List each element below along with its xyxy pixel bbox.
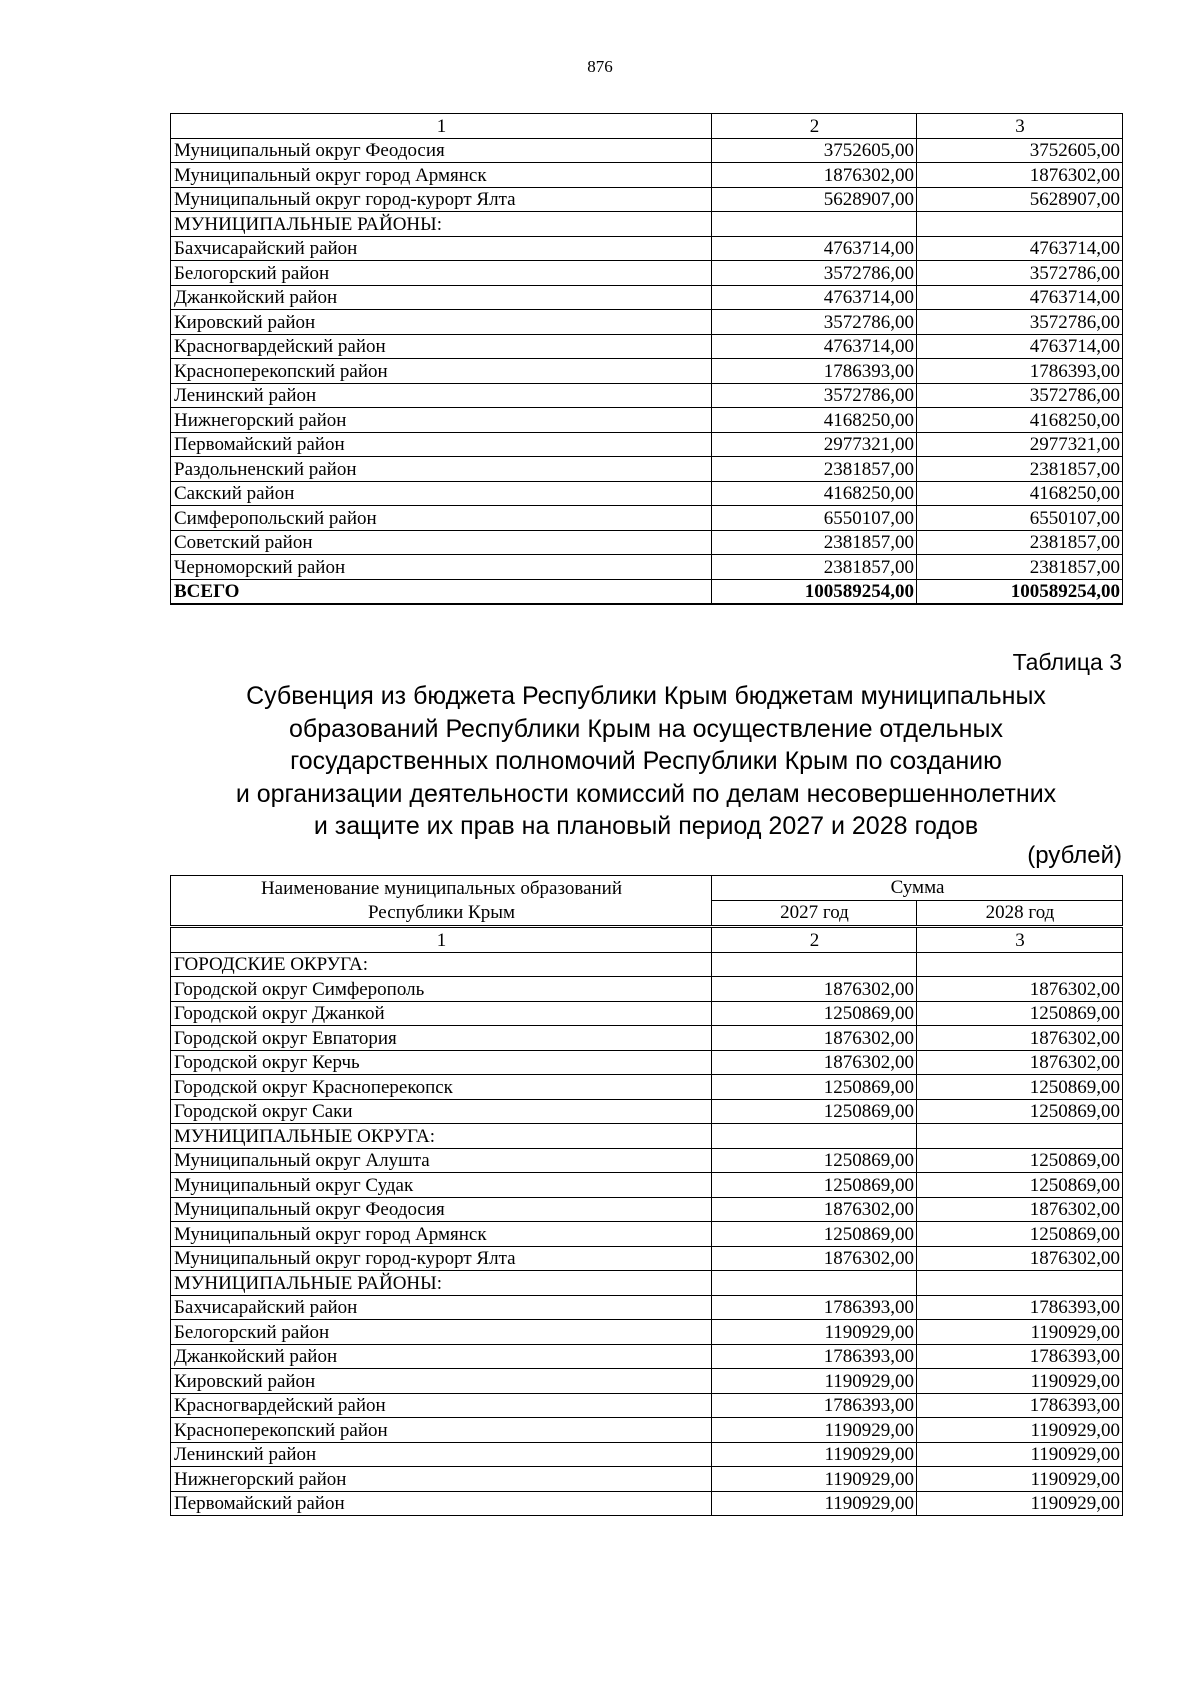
amount-2027: 1786393,00 [712, 1295, 917, 1320]
table-row [171, 1124, 1123, 1149]
amount-2027: 1190929,00 [712, 1320, 917, 1345]
row-name: Муниципальный округ Феодосия [171, 1197, 712, 1222]
row-name: Нижнегорский район [171, 408, 712, 433]
amount-2028: 1876302,00 [917, 1026, 1123, 1051]
amount-2027: 1190929,00 [712, 1442, 917, 1467]
amount-2028: 1190929,00 [917, 1467, 1123, 1492]
header-name-cell [171, 876, 712, 927]
amount-2027: 1190929,00 [712, 1467, 917, 1492]
amount-2027: 1250869,00 [712, 1099, 917, 1124]
row-name: Бахчисарайский район [171, 236, 712, 261]
row-name: Муниципальный округ Феодосия [171, 138, 712, 163]
table-row [171, 481, 1123, 506]
row-name: Городской округ Саки [171, 1099, 712, 1124]
table-row [171, 1295, 1123, 1320]
row-name: Ленинский район [171, 383, 712, 408]
table-row [171, 212, 1123, 237]
table-row [171, 952, 1123, 977]
column-number: 1 [171, 927, 712, 953]
amount-2028: 1786393,00 [917, 1295, 1123, 1320]
amount-2028: 1876302,00 [917, 1050, 1123, 1075]
amount-2028: 4168250,00 [917, 481, 1123, 506]
amount-2028: 4763714,00 [917, 285, 1123, 310]
row-name: Муниципальный округ город Армянск [171, 1222, 712, 1247]
amount-2028 [917, 952, 1123, 977]
table-row [171, 359, 1123, 384]
amount-2027: 1876302,00 [712, 1050, 917, 1075]
table-row [171, 1393, 1123, 1418]
amount-2027: 100589254,00 [712, 579, 917, 604]
row-name: Нижнегорский район [171, 1467, 712, 1492]
table-row [171, 432, 1123, 457]
amount-2028 [917, 212, 1123, 237]
amount-2027: 1190929,00 [712, 1369, 917, 1394]
row-name: Джанкойский район [171, 285, 712, 310]
title-line: и защите их прав на плановый период 2027 и 2028 годов [313, 812, 979, 840]
table-row [171, 457, 1123, 482]
amount-2027 [712, 952, 917, 977]
amount-2028: 4763714,00 [917, 236, 1123, 261]
amount-2028: 1250869,00 [917, 1148, 1123, 1173]
amount-2027: 4168250,00 [712, 408, 917, 433]
amount-2027 [712, 212, 917, 237]
amount-2028: 1190929,00 [917, 1320, 1123, 1345]
table-row [171, 236, 1123, 261]
table-row [171, 1246, 1123, 1271]
amount-2027: 2381857,00 [712, 457, 917, 482]
row-name: Раздольненский район [171, 457, 712, 482]
row-name: МУНИЦИПАЛЬНЫЕ РАЙОНЫ: [171, 1271, 712, 1296]
subvention-table-3 [170, 875, 1123, 1516]
row-name: Муниципальный округ город Армянск [171, 163, 712, 188]
amount-2027: 1786393,00 [712, 359, 917, 384]
row-name: Городской округ Евпатория [171, 1026, 712, 1051]
amount-2028: 4763714,00 [917, 334, 1123, 359]
row-name: Городской округ Красноперекопск [171, 1075, 712, 1100]
amount-2028: 1786393,00 [917, 1344, 1123, 1369]
table-row [171, 1222, 1123, 1247]
amount-2027: 1786393,00 [712, 1344, 917, 1369]
amount-2027: 2381857,00 [712, 530, 917, 555]
table-row [171, 138, 1123, 163]
table-row [171, 579, 1123, 604]
table-row [171, 1491, 1123, 1516]
amount-2028: 1876302,00 [917, 977, 1123, 1002]
table-row [171, 530, 1123, 555]
subvention-table-continued [170, 113, 1123, 605]
amount-2028: 1190929,00 [917, 1369, 1123, 1394]
amount-2027: 6550107,00 [712, 506, 917, 531]
table-row [171, 1148, 1123, 1173]
amount-2028: 3752605,00 [917, 138, 1123, 163]
row-name: Симферопольский район [171, 506, 712, 531]
row-name: Муниципальный округ Судак [171, 1173, 712, 1198]
title-line: и организации деятельности комиссий по делам несовершеннолетних [235, 779, 1057, 808]
amount-2028 [917, 1124, 1123, 1149]
table-title [170, 680, 1122, 843]
table-row [171, 163, 1123, 188]
amount-2028: 1250869,00 [917, 1001, 1123, 1026]
row-name: МУНИЦИПАЛЬНЫЕ ОКРУГА: [171, 1124, 712, 1149]
amount-2028: 4168250,00 [917, 408, 1123, 433]
column-number: 3 [917, 114, 1123, 139]
amount-2027: 4763714,00 [712, 285, 917, 310]
table-row [171, 1075, 1123, 1100]
header-row [171, 876, 1123, 901]
row-name: Бахчисарайский район [171, 1295, 712, 1320]
column-number: 1 [171, 114, 712, 139]
row-name: Красноперекопский район [171, 1418, 712, 1443]
amount-2027: 2381857,00 [712, 555, 917, 580]
amount-2028: 1190929,00 [917, 1491, 1123, 1516]
table-row [171, 310, 1123, 335]
header-sum: Сумма [712, 876, 1123, 901]
table-row [171, 506, 1123, 531]
row-name: Городской округ Симферополь [171, 977, 712, 1002]
table-row [171, 1050, 1123, 1075]
table-row [171, 555, 1123, 580]
page-number: 876 [587, 57, 613, 76]
table-row [171, 1320, 1123, 1345]
row-name: Муниципальный округ город-курорт Ялта [171, 187, 712, 212]
amount-2028: 3572786,00 [917, 310, 1123, 335]
amount-2028: 2381857,00 [917, 555, 1123, 580]
row-name: Муниципальный округ город-курорт Ялта [171, 1246, 712, 1271]
amount-2027: 4763714,00 [712, 236, 917, 261]
amount-2027: 5628907,00 [712, 187, 917, 212]
amount-2027: 1250869,00 [712, 1001, 917, 1026]
amount-2027: 1190929,00 [712, 1491, 917, 1516]
amount-2028: 5628907,00 [917, 187, 1123, 212]
table-row [171, 1001, 1123, 1026]
amount-2027: 4168250,00 [712, 481, 917, 506]
table-row [171, 1271, 1123, 1296]
table-row [171, 1197, 1123, 1222]
table-row [171, 1026, 1123, 1051]
amount-2028: 2381857,00 [917, 457, 1123, 482]
column-number: 3 [917, 927, 1123, 953]
title-line: государственных полномочий Республики Крым по созданию [290, 747, 1002, 775]
row-name: Красногвардейский район [171, 1393, 712, 1418]
amount-2027: 1190929,00 [712, 1418, 917, 1443]
header-year-2028: 2028 год [917, 901, 1123, 927]
amount-2027: 1250869,00 [712, 1148, 917, 1173]
amount-2027: 1876302,00 [712, 977, 917, 1002]
header-name-line: Республики Крым [367, 901, 516, 923]
amount-2028: 1190929,00 [917, 1418, 1123, 1443]
table-row [171, 1099, 1123, 1124]
table-row [171, 1418, 1123, 1443]
header-year-2027: 2027 год [712, 901, 917, 927]
column-number-row [171, 927, 1123, 953]
amount-2028: 6550107,00 [917, 506, 1123, 531]
amount-2027: 3572786,00 [712, 310, 917, 335]
amount-2027 [712, 1271, 917, 1296]
row-name: Красногвардейский район [171, 334, 712, 359]
row-name: Первомайский район [171, 432, 712, 457]
amount-2028 [917, 1271, 1123, 1296]
amount-2028: 100589254,00 [917, 579, 1123, 604]
units-label: (рублей) [1027, 842, 1122, 869]
amount-2027: 1876302,00 [712, 1246, 917, 1271]
amount-2028: 1190929,00 [917, 1442, 1123, 1467]
amount-2027: 1250869,00 [712, 1173, 917, 1198]
row-name: ГОРОДСКИЕ ОКРУГА: [171, 952, 712, 977]
table-row [171, 977, 1123, 1002]
row-name: Кировский район [171, 310, 712, 335]
amount-2028: 1250869,00 [917, 1099, 1123, 1124]
amount-2028: 1786393,00 [917, 1393, 1123, 1418]
amount-2028: 2381857,00 [917, 530, 1123, 555]
table-row [171, 408, 1123, 433]
row-name: Муниципальный округ Алушта [171, 1148, 712, 1173]
row-name: Первомайский район [171, 1491, 712, 1516]
amount-2028: 2977321,00 [917, 432, 1123, 457]
row-name: ВСЕГО [171, 579, 712, 604]
amount-2027 [712, 1124, 917, 1149]
table-row [171, 1173, 1123, 1198]
table-row [171, 1442, 1123, 1467]
table-row [171, 187, 1123, 212]
column-number: 2 [712, 927, 917, 953]
table-row [171, 261, 1123, 286]
amount-2027: 3572786,00 [712, 383, 917, 408]
row-name: Кировский район [171, 1369, 712, 1394]
title-line: Субвенция из бюджета Республики Крым бюджетам муниципальных [246, 682, 1046, 710]
table-row [171, 285, 1123, 310]
amount-2027: 1876302,00 [712, 1197, 917, 1222]
title-line: образований Республики Крым на осуществление отдельных [289, 714, 1003, 743]
amount-2027: 1786393,00 [712, 1393, 917, 1418]
row-name: Городской округ Джанкой [171, 1001, 712, 1026]
table-row [171, 1344, 1123, 1369]
row-name: Джанкойский район [171, 1344, 712, 1369]
row-name: Красноперекопский район [171, 359, 712, 384]
amount-2027: 3752605,00 [712, 138, 917, 163]
amount-2028: 1250869,00 [917, 1173, 1123, 1198]
amount-2027: 4763714,00 [712, 334, 917, 359]
table-row [171, 334, 1123, 359]
row-name: Белогорский район [171, 261, 712, 286]
row-name: Черноморский район [171, 555, 712, 580]
amount-2028: 1876302,00 [917, 1197, 1123, 1222]
amount-2028: 1786393,00 [917, 359, 1123, 384]
table-row [171, 1369, 1123, 1394]
amount-2027: 1876302,00 [712, 1026, 917, 1051]
column-number-row [171, 114, 1123, 139]
amount-2028: 1876302,00 [917, 163, 1123, 188]
table-row [171, 383, 1123, 408]
amount-2027: 1250869,00 [712, 1075, 917, 1100]
table-row [171, 1467, 1123, 1492]
column-number: 2 [712, 114, 917, 139]
table-label: Таблица 3 [1012, 649, 1122, 675]
row-name: Городской округ Керчь [171, 1050, 712, 1075]
amount-2027: 1250869,00 [712, 1222, 917, 1247]
amount-2028: 3572786,00 [917, 261, 1123, 286]
amount-2027: 2977321,00 [712, 432, 917, 457]
amount-2027: 3572786,00 [712, 261, 917, 286]
row-name: Ленинский район [171, 1442, 712, 1467]
row-name: Белогорский район [171, 1320, 712, 1345]
amount-2028: 1876302,00 [917, 1246, 1123, 1271]
amount-2027: 1876302,00 [712, 163, 917, 188]
row-name: МУНИЦИПАЛЬНЫЕ РАЙОНЫ: [171, 212, 712, 237]
row-name: Сакский район [171, 481, 712, 506]
header-name-line: Наименование муниципальных образований [260, 877, 623, 899]
amount-2028: 3572786,00 [917, 383, 1123, 408]
amount-2028: 1250869,00 [917, 1222, 1123, 1247]
row-name: Советский район [171, 530, 712, 555]
amount-2028: 1250869,00 [917, 1075, 1123, 1100]
